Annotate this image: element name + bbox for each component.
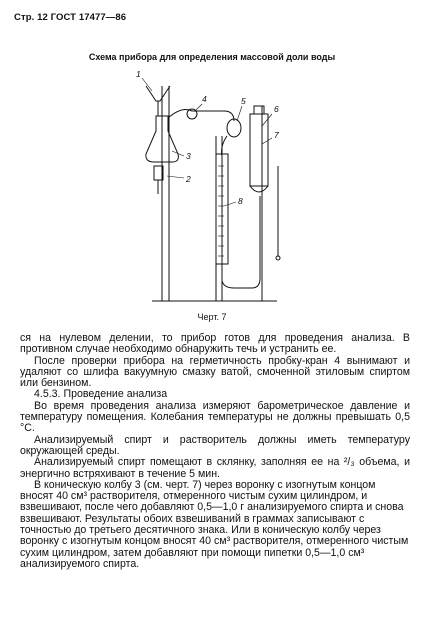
body-text — [20, 333, 410, 570]
label-4: 4 — [202, 94, 207, 104]
figure-caption: Черт. 7 — [197, 312, 227, 322]
paragraph-5: Анализируемый спирт и растворитель должны иметь температуру окружающей среды. — [20, 433, 410, 457]
label-7: 7 — [274, 130, 279, 140]
paragraph-6: Анализируемый спирт помещают в склянку, заполняя ее на ²/₃ объема, и энергично встряхивают в течение 5 мин. — [20, 456, 410, 480]
label-2: 2 — [186, 174, 191, 184]
paragraph-7: В коническую колбу 3 (см. черт. 7) через воронку с изогнутым концом вносят 40 см³ растворителя, отмеренного чистым сухим цилиндром, и взвешивают, после чего добавляют 0,5—1,0 г анализируемого спирта и снова взвешивают. Результаты обоих взвешиваний в граммах записывают с точностью до третьего десятичного знака. Или в коническую колбу через воронку с изогнутым концом вносят 40 см³ растворителя, отмеренного чистым сухим цилиндром, затем добавляют при помощи пипетки 0,5—1,0 см³ анализируемого спирта. — [20, 478, 409, 570]
label-1: 1 — [136, 69, 141, 79]
apparatus-diagram — [112, 66, 292, 306]
paragraph-2: После проверки прибора на герметичность пробку-кран 4 вынимают и удаляют со шлифа вакуумную смазку ватой, смоченной этиловым спиртом или бензином. — [20, 354, 410, 390]
section-heading: 4.5.3. Проведение анализа — [34, 388, 168, 401]
label-8: 8 — [238, 196, 243, 206]
paragraph-1: ся на нулевом делении, то прибор готов для проведения анализа. В противном случае необходимо обнаружить течь и устранить ее. — [20, 332, 410, 356]
label-3: 3 — [186, 151, 191, 161]
label-5: 5 — [241, 96, 246, 106]
label-6: 6 — [274, 104, 279, 114]
paragraph-4: Во время проведения анализа измеряют барометрическое давление и температуру помещения. Колебания температуры не должны превышать 0,5 °С. — [20, 399, 410, 435]
trap-5 — [227, 119, 241, 137]
figure-title: Схема прибора для определения массовой доли воды — [88, 52, 336, 62]
level-vessel-6 — [250, 114, 268, 186]
page-header: Стр. 12 ГОСТ 17477—86 — [14, 12, 127, 23]
